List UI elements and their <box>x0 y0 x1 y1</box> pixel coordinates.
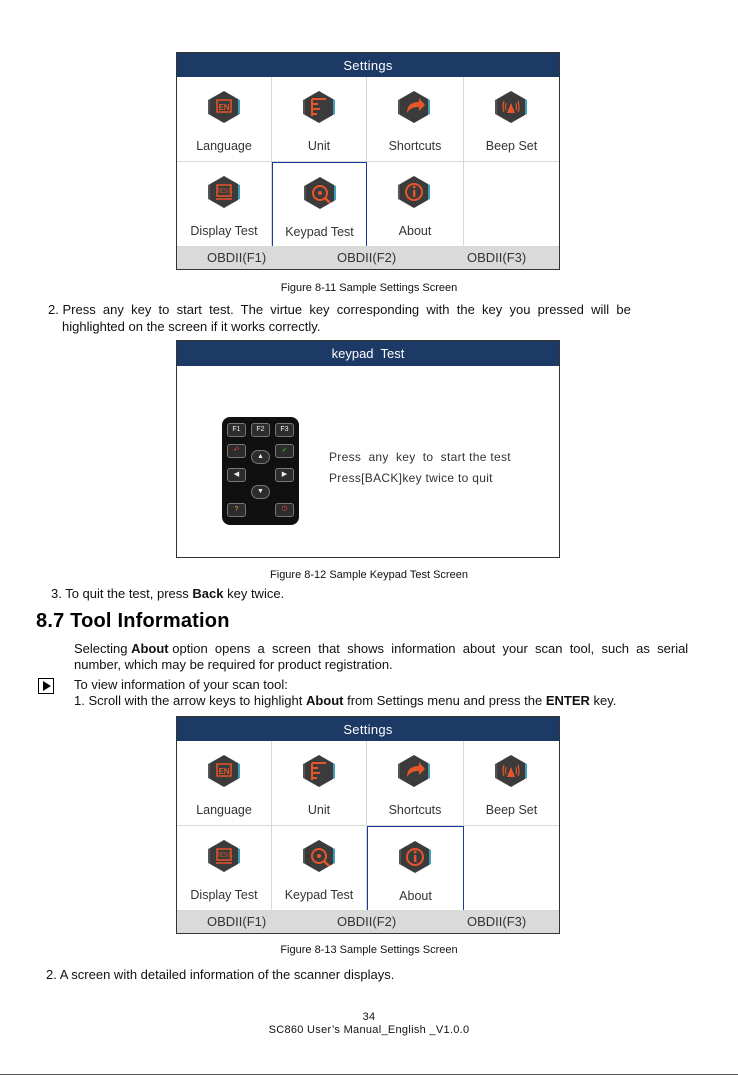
settings-item-label: Keypad Test <box>284 888 354 902</box>
step-2-result: 2. A screen with detailed information of the scanner displays. <box>46 967 395 982</box>
procedure-play-icon <box>38 678 54 694</box>
settings-empty-cell <box>464 162 559 247</box>
keypad-test-screen <box>176 340 560 558</box>
settings-title: Settings <box>177 53 559 77</box>
step-3-suffix: key twice. <box>223 586 285 601</box>
settings-item-unit[interactable] <box>272 741 367 826</box>
page-number: 34 <box>362 1011 376 1023</box>
enter-key[interactable]: ✓ <box>275 444 294 458</box>
settings-item-shortcuts[interactable] <box>367 741 464 826</box>
settings-item-label: Language <box>196 803 252 817</box>
help-key[interactable]: ? <box>227 503 246 517</box>
power-key[interactable]: ⏻ <box>275 503 294 517</box>
language-icon <box>207 89 241 125</box>
keypad-test-title: keypad Test <box>177 341 559 366</box>
language-icon <box>207 753 241 789</box>
settings-item-label: Keypad Test <box>285 225 354 239</box>
settings-grid <box>177 77 559 247</box>
settings-item-label: Display Test <box>190 888 258 902</box>
intro-line-1 <box>74 640 704 657</box>
settings-item-about[interactable] <box>367 826 464 911</box>
settings-item-language[interactable] <box>177 77 272 162</box>
svg-text:EN: EN <box>218 767 230 776</box>
settings-item-label: Unit <box>307 139 331 153</box>
step-2-paragraph <box>48 301 688 318</box>
figure-caption-8-12: Figure 8-12 Sample Keypad Test Screen <box>270 569 468 581</box>
settings-item-about[interactable] <box>367 162 464 247</box>
settings-item-label: Shortcuts <box>388 139 442 153</box>
f3-key[interactable]: F3 <box>275 423 294 437</box>
settings-item-label: Language <box>196 139 252 153</box>
about-icon <box>398 839 432 875</box>
settings-item-label: Beep Set <box>485 803 538 817</box>
step-3-text: 3. To quit the test, press <box>51 586 193 601</box>
settings-item-label: About <box>398 224 432 238</box>
svg-text:TEST: TEST <box>216 189 232 195</box>
settings-screen-2 <box>176 716 560 934</box>
procedure-heading: To view information of your scan tool: <box>74 677 288 692</box>
procedure-step-1-enter: ENTER <box>545 693 590 708</box>
figure-caption-8-11: Figure 8-11 Sample Settings Screen <box>280 282 458 294</box>
unit-icon <box>302 89 336 125</box>
intro-bold: About <box>131 641 169 656</box>
svg-text:TEST: TEST <box>216 853 232 859</box>
left-arrow-key[interactable]: ◀ <box>227 468 246 482</box>
settings-item-display-test[interactable] <box>177 826 272 911</box>
unit-icon <box>302 753 336 789</box>
shortcuts-icon <box>397 89 431 125</box>
settings-item-label: Unit <box>307 803 331 817</box>
keypad-test-icon <box>303 175 337 211</box>
shortcuts-icon <box>397 753 431 789</box>
figure-caption-8-13: Figure 8-13 Sample Settings Screen <box>280 944 458 956</box>
intro-prefix: Selecting <box>74 641 132 656</box>
procedure-step-1-mid: from Settings menu and press the <box>343 693 546 708</box>
procedure-step-1-text: 1. Scroll with the arrow keys to highlight <box>74 693 306 708</box>
f1-key[interactable]: F1 <box>227 423 246 437</box>
step-2-line-2: highlighted on the screen if it works correctly. <box>62 319 321 334</box>
settings-item-label: Shortcuts <box>388 803 442 817</box>
settings-item-label: Display Test <box>190 224 258 238</box>
procedure-step-1 <box>74 692 616 709</box>
manual-title: SC860 User’s Manual_English _V1.0.0 <box>268 1024 470 1036</box>
intro-rest: option opens a screen that shows information about your scan tool, such as serial <box>168 641 689 656</box>
beep-set-icon <box>494 89 528 125</box>
about-icon <box>397 174 431 210</box>
settings-item-unit[interactable] <box>272 77 367 162</box>
display-test-icon <box>207 838 241 874</box>
settings-item-display-test[interactable] <box>177 162 272 247</box>
down-arrow-key[interactable]: ▼ <box>251 485 270 499</box>
procedure-step-1-about: About <box>305 693 344 708</box>
up-arrow-key[interactable]: ▲ <box>251 450 270 464</box>
right-arrow-key[interactable]: ▶ <box>275 468 294 482</box>
settings-item-keypad-test[interactable] <box>272 826 367 911</box>
settings-item-shortcuts[interactable] <box>367 77 464 162</box>
settings-grid <box>177 741 559 911</box>
keypad-illustration <box>222 417 299 525</box>
settings-title: Settings <box>177 717 559 741</box>
f3-label[interactable]: OBDII(F3) <box>467 914 527 929</box>
f2-label[interactable]: OBDII(F2) <box>337 914 397 929</box>
intro-line-2: number, which may be required for product registration. <box>74 657 393 672</box>
settings-item-keypad-test[interactable] <box>272 162 367 247</box>
keypad-instruction-1: Press any key to start the test <box>329 450 511 464</box>
beep-set-icon <box>494 753 528 789</box>
settings-item-beep-set[interactable] <box>464 77 559 162</box>
settings-item-label: Beep Set <box>485 139 538 153</box>
settings-empty-cell <box>464 826 559 911</box>
f2-label[interactable]: OBDII(F2) <box>337 250 397 265</box>
settings-item-beep-set[interactable] <box>464 741 559 826</box>
back-key[interactable]: ↶ <box>227 444 246 458</box>
keypad-test-icon <box>302 838 336 874</box>
f1-label[interactable]: OBDII(F1) <box>207 250 267 265</box>
step-2-line-1: Press any key to start test. The virtue key corresponding with the key you pressed will be <box>62 302 631 317</box>
f1-label[interactable]: OBDII(F1) <box>207 914 267 929</box>
f3-label[interactable]: OBDII(F3) <box>467 250 527 265</box>
f2-key[interactable]: F2 <box>251 423 270 437</box>
procedure-step-1-suffix: key. <box>589 693 617 708</box>
section-heading: 8.7 Tool Information <box>36 610 230 632</box>
settings-screen-1 <box>176 52 560 270</box>
keypad-instruction-2: Press[BACK]key twice to quit <box>329 471 493 485</box>
footer-rule <box>0 1074 738 1075</box>
display-test-icon <box>207 174 241 210</box>
settings-item-language[interactable] <box>177 741 272 826</box>
settings-item-label: About <box>399 889 432 903</box>
function-key-bar <box>177 246 559 269</box>
step-3-bold: Back <box>192 586 224 601</box>
function-key-bar <box>177 910 559 933</box>
step-2-number: 2. <box>48 302 59 317</box>
step-3-paragraph <box>51 585 284 602</box>
svg-text:EN: EN <box>218 103 230 112</box>
